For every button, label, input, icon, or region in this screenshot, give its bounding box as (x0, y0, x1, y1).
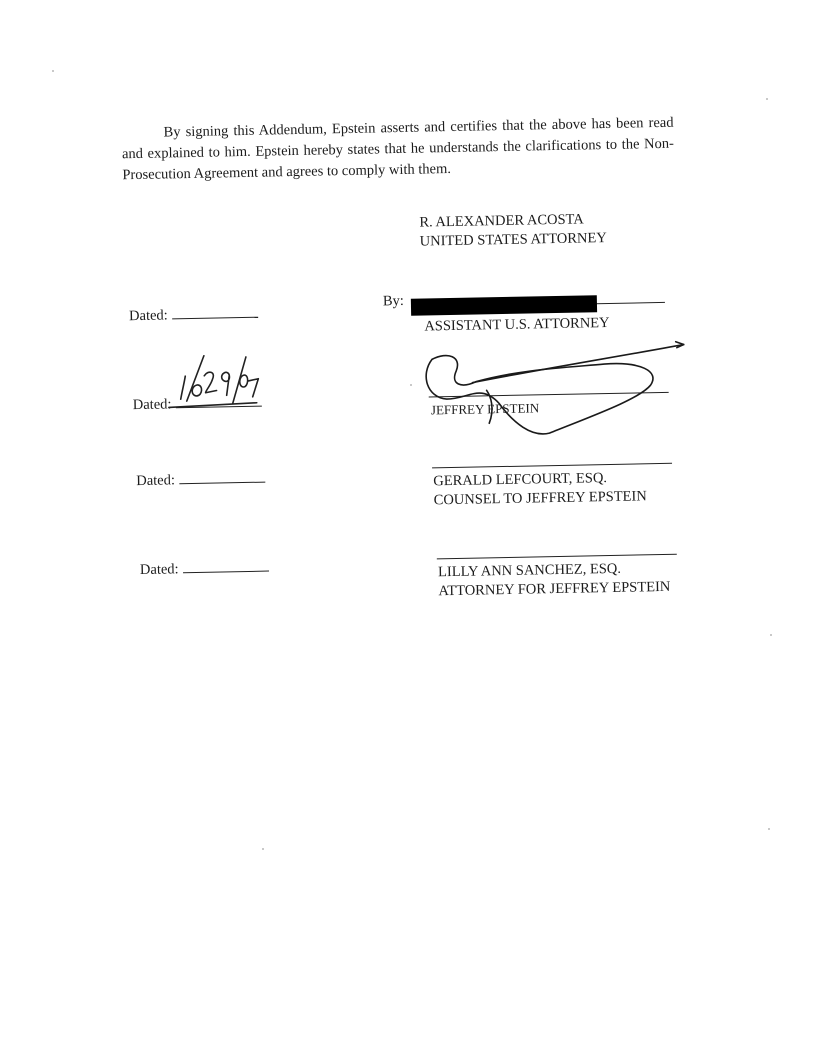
us-attorney-title: UNITED STATES ATTORNEY (419, 230, 607, 250)
dated-label: Dated: (132, 396, 172, 414)
scan-speck (768, 828, 770, 830)
dated-label: Dated: (136, 472, 176, 490)
epstein-name: JEFFREY EPSTEIN (430, 400, 540, 418)
ausa-title: ASSISTANT U.S. ATTORNEY (424, 314, 610, 335)
scan-speck (262, 848, 264, 850)
dated-label: Dated: (139, 561, 179, 579)
scan-speck (52, 70, 54, 72)
epstein-signature (426, 342, 686, 437)
scan-speck (770, 634, 772, 636)
us-attorney-name: R. ALEXANDER ACOSTA (419, 211, 584, 231)
sanchez-title: ATTORNEY FOR JEFFREY EPSTEIN (438, 578, 671, 600)
sanchez-name: LILLY ANN SANCHEZ, ESQ. (437, 560, 622, 581)
lefcourt-title: COUNSEL TO JEFFREY EPSTEIN (433, 488, 647, 509)
lefcourt-name: GERALD LEFCOURT, ESQ. (433, 470, 608, 490)
dated-label: Dated: (128, 307, 168, 325)
by-label: By: (382, 292, 404, 310)
scan-speck (766, 98, 768, 100)
scan-speck (410, 384, 412, 386)
handwritten-date (168, 355, 259, 408)
certification-text: By signing this Addendum, Epstein asserts and certifies that the above has been read and explained to him. Epstein hereby states that he understands the clarifications to the Non-Prosecution Agreement and agrees to comply with them. (121, 114, 675, 184)
